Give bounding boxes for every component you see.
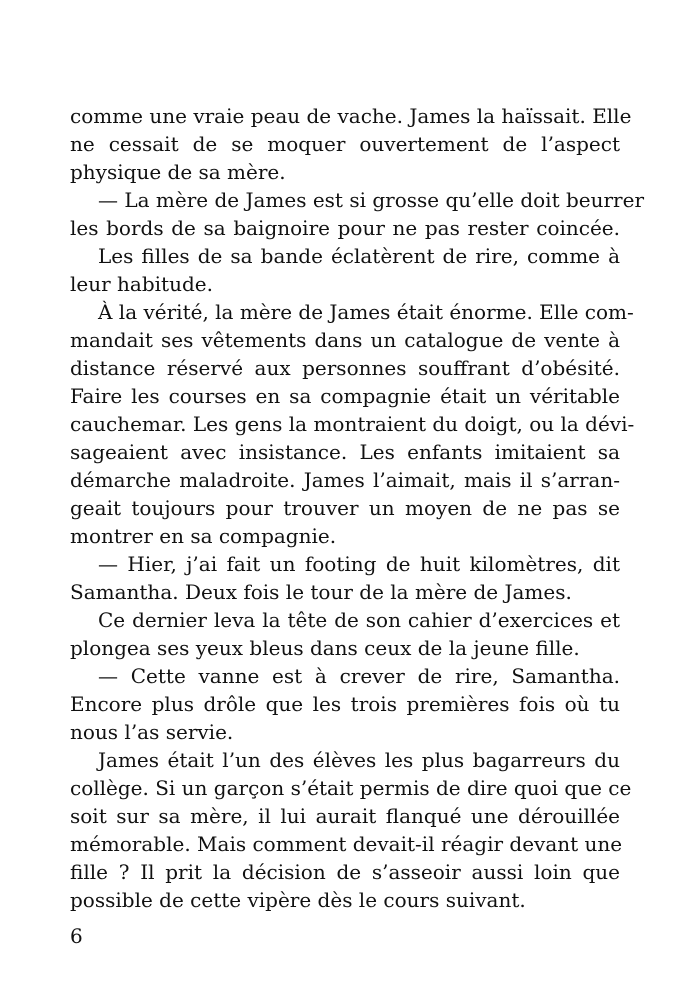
page-number: 6 [70,924,83,948]
text-line: les bords de sa baignoire pour ne pas rester coincée. [70,216,620,240]
text-line: James était l’un des élèves les plus bagarreurs du [98,748,620,772]
text-line: Les filles de sa bande éclatèrent de rire, comme à [98,244,620,268]
text-line: cauchemar. Les gens la montraient du doigt, ou la dévi- [70,412,635,436]
text-line: Samantha. Deux fois le tour de la mère de James. [70,580,572,604]
text-line: physique de sa mère. [70,160,286,184]
text-line: — La mère de James est si grosse qu’elle doit beurrer [98,188,645,212]
text-line: mémorable. Mais comment devait-il réagir devant une [70,832,623,856]
text-line: fille ? Il prit la décision de s’asseoir aussi loin que [70,860,620,884]
text-line: soit sur sa mère, il lui aurait flanqué une dérouillée [70,804,620,828]
text-line: montrer en sa compagnie. [70,524,337,548]
text-line: mandait ses vêtements dans un catalogue de vente à [70,328,620,352]
text-line: collège. Si un garçon s’était permis de dire quoi que ce [70,776,632,800]
text-line: plongea ses yeux bleus dans ceux de la jeune fille. [70,636,580,660]
text-line: distance réservé aux personnes souffrant d’obésité. [70,356,620,380]
text-line: comme une vraie peau de vache. James la haïssait. Elle [70,104,632,128]
text-line: Faire les courses en sa compagnie était un véritable [70,384,620,408]
text-line: nous l’as servie. [70,720,234,744]
text-line: Ce dernier leva la tête de son cahier d’exercices et [98,608,620,632]
text-line: sageaient avec insistance. Les enfants imitaient sa [70,440,620,464]
text-line: possible de cette vipère dès le cours suivant. [70,888,526,912]
text-line: geait toujours pour trouver un moyen de ne pas se [70,496,620,520]
text-line: — Hier, j’ai fait un footing de huit kilomètres, dit [98,552,620,576]
text-line: leur habitude. [70,272,213,296]
text-line: À la vérité, la mère de James était énorme. Elle com- [98,300,634,324]
text-line: ne cessait de se moquer ouvertement de l’aspect [70,132,620,156]
text-line: démarche maladroite. James l’aimait, mais il s’arran- [70,468,620,492]
text-line: — Cette vanne est à crever de rire, Samantha. [98,664,620,688]
text-line: Encore plus drôle que les trois premières fois où tu [70,692,620,716]
